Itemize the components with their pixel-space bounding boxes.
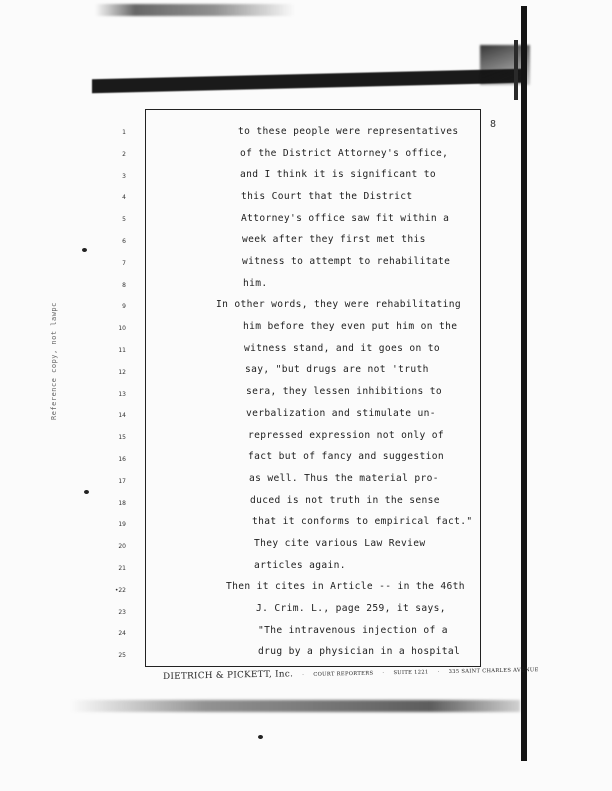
line-text: drug by a physician in a hospital: [258, 646, 461, 658]
line-number: 23: [118, 608, 126, 616]
line-text: duced is not truth in the sense: [250, 494, 440, 506]
transcript-line: [0, 453, 612, 467]
scan-speck: [258, 735, 263, 739]
line-number: 16: [118, 456, 126, 463]
scan-smudge-top: [95, 4, 295, 16]
line-number: 7: [122, 259, 126, 267]
line-text: In other words, they were rehabilitating: [216, 299, 462, 311]
line-text: articles again.: [254, 559, 346, 571]
line-text: him.: [243, 277, 268, 289]
line-number: 8: [122, 281, 126, 289]
line-number: 18: [118, 499, 126, 507]
margin-stamp: Reference copy, not lawpc: [50, 302, 58, 420]
line-number: 1: [122, 129, 126, 136]
line-number: 14: [118, 412, 126, 420]
transcript-line: [0, 235, 612, 249]
transcript-line: [0, 409, 612, 423]
transcript-line: [0, 257, 612, 271]
line-text: repressed expression not only of: [248, 429, 445, 441]
line-text: to these people were representatives: [238, 126, 459, 137]
line-number: 6: [122, 238, 126, 245]
line-text: sera, they lessen inhibitions to: [246, 386, 443, 398]
line-text: this Court that the District: [241, 191, 413, 203]
scan-bar-top: [92, 69, 522, 94]
transcript-line: [0, 559, 612, 576]
line-text: him before they even put him on the: [243, 321, 458, 333]
line-number: 5: [122, 216, 126, 224]
transcript-line: [0, 602, 612, 620]
line-text: witness stand, and it goes on to: [244, 342, 441, 354]
line-number: 9: [122, 303, 126, 311]
scan-smudge-bottom: [70, 700, 520, 712]
line-number: 12: [118, 368, 126, 376]
transcript-line: [0, 431, 612, 445]
line-text: J. Crim. L., page 259, it says,: [256, 602, 446, 614]
line-number: 21: [118, 565, 126, 572]
line-number: 13: [118, 390, 126, 398]
transcript-line: [0, 472, 612, 489]
transcript-line: [0, 148, 612, 162]
page-number: 8: [490, 119, 497, 130]
transcript-line: [0, 494, 612, 511]
transcript-line: [0, 518, 612, 532]
line-text: Attorney's office saw fit within a: [241, 212, 450, 224]
transcript-line: [0, 388, 612, 402]
line-number: 11: [118, 347, 126, 354]
transcript-line: [0, 213, 612, 227]
scan-bar-right: [521, 6, 527, 761]
line-text: Then it cites in Article -- in the 46th: [226, 581, 465, 593]
transcript-line: [0, 581, 612, 598]
line-number: 19: [118, 521, 126, 529]
line-number: 15: [118, 434, 126, 442]
transcript-line: [0, 366, 612, 380]
transcript-line: [0, 170, 612, 184]
reporter-footer: DIETRICH & PICKETT, Inc. · COURT REPORTERS · SUITE 1221 · 335 SAINT CHARLES AVENUE: [162, 667, 539, 682]
line-number: •22: [114, 586, 126, 594]
footer-address: 335 SAINT CHARLES AVENUE: [448, 667, 539, 676]
footer-firm-name: DIETRICH & PICKETT, Inc.: [162, 669, 294, 682]
line-number: 25: [118, 652, 126, 660]
line-text: fact but of fancy and suggestion: [248, 451, 445, 463]
line-text: witness to attempt to rehabilitate: [242, 256, 451, 268]
line-text: verbalization and stimulate un-: [246, 407, 436, 419]
line-text: They cite various Law Review: [254, 537, 426, 549]
line-text: of the District Attorney's office,: [240, 147, 449, 159]
transcript-line: [0, 537, 612, 554]
transcript-line: [0, 279, 612, 293]
transcript-line: [0, 300, 612, 314]
line-number: 24: [118, 630, 126, 638]
footer-reporters: COURT REPORTERS: [313, 670, 374, 678]
line-number: 4: [122, 194, 126, 202]
line-number: 17: [118, 477, 126, 485]
line-text: "The intravenous injection of a: [258, 624, 448, 636]
line-text: say, "but drugs are not 'truth: [245, 364, 429, 376]
line-number: 2: [122, 150, 126, 158]
footer-suite: SUITE 1221: [393, 669, 429, 677]
transcript-line: [0, 344, 612, 358]
line-text: as well. Thus the material pro-: [249, 472, 439, 484]
line-text: and I think it is significant to: [240, 169, 437, 181]
scan-speck: [84, 490, 89, 494]
line-number: 20: [118, 543, 126, 551]
line-text: that it conforms to empirical fact.": [252, 516, 473, 528]
transcript-line: [0, 322, 612, 336]
line-number: 10: [118, 325, 126, 333]
scan-bar-right-inner: [514, 40, 518, 100]
line-number: 3: [122, 172, 126, 180]
transcript-line: [0, 191, 612, 205]
transcript-line: [0, 126, 612, 140]
line-text: week after they first met this: [242, 234, 426, 246]
transcript-line: [0, 624, 612, 641]
